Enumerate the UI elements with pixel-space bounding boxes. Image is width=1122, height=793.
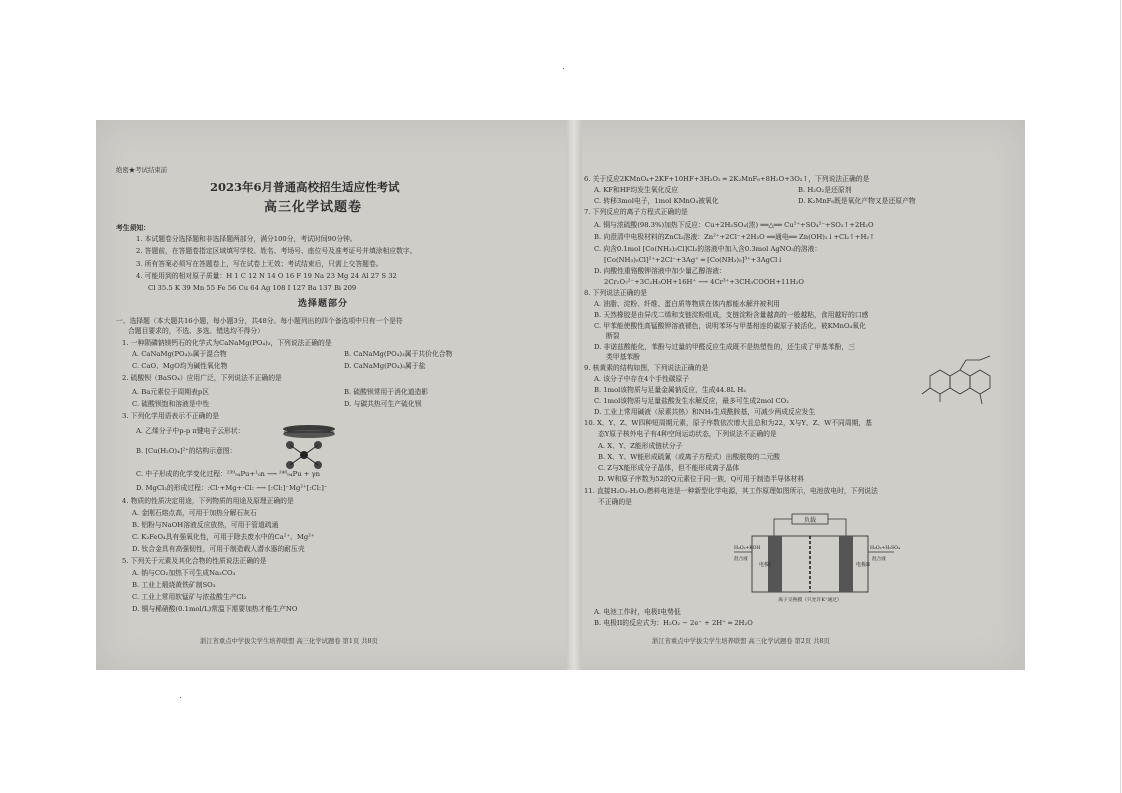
option: C. 甲苯能使酸性高锰酸钾溶液褪色，说明苯环与甲基相连的碳原子被活化，被KMnO₄氧化	[594, 322, 866, 330]
option: B. 铝粉与NaOH溶液反应放热，可用于管道疏通	[132, 521, 279, 529]
question-stem: 5. 下列关于元素及其化合物的性质说法正确的是	[122, 557, 267, 565]
question-stem-continued: 态Y原子核外电子有4种空间运动状态，下列说法不正确的是	[598, 430, 777, 438]
page-edge-line	[1120, 0, 1121, 793]
note-item: 3. 所有答案必须写在答题卷上，写在试卷上无效；考试结束后，只需上交答题卷。	[136, 260, 383, 268]
riboflavin-structure-figure	[920, 356, 1000, 416]
option: A. 该分子中存在4个手性碳原子	[594, 375, 690, 383]
exam-title: 2023年6月普通高校招生适应性考试	[210, 180, 400, 194]
option: B. X、Y、W能形成硫氰（或离子方程式）出酸脱羧的二元酸	[598, 453, 780, 461]
fuel-cell-diagram	[734, 508, 900, 604]
option: A. Ba元素位于周期表p区	[132, 388, 210, 396]
option: B. 向澄清中电极材料的ZnCl₂溶液：Zn²⁺+2Cl⁻+2H₂O ══通电══ Zn(OH)₂↓+Cl₂↑+H₂↑	[594, 233, 875, 241]
question-stem: 1. 一种陨磷钠镁钙石的化学式为CaNaMg(PO₄)₃，下列说法正确的是	[122, 339, 332, 347]
option: B. H₂O₂是还原剂	[798, 186, 852, 194]
option: B. [Cu(H₂O)₄]²⁺的结构示意图：	[136, 447, 237, 455]
right-page	[584, 120, 1012, 670]
option: C. 中子形成的化学变化过程：²³⁹₉₄Pu+¹₀n ⟶ ²⁴⁰₉₄Pu + γn	[136, 470, 321, 478]
question-stem-continued: 不正确的是	[598, 498, 632, 506]
option: A. 乙烯分子中p-p π键电子云形状：	[136, 427, 245, 435]
question-stem: 3. 下列化学用语表示不正确的是	[122, 412, 220, 420]
question-stem: 10. X、Y、Z、W四种短周期元素，原子序数依次增大且总和为22，X与Y、Z、W不同周期，基	[584, 419, 872, 427]
question-stem: 7. 下列反应的离子方程式正确的是	[584, 208, 688, 216]
option: A. CaNaMg(PO₄)₃属于混合物	[132, 350, 227, 358]
exam-sheet-photo	[96, 120, 1025, 670]
question-intro: 一、选择题（本大题共16小题，每小题3分，共48分。每小题列出的四个备选项中只有一个是符	[116, 317, 403, 325]
option: D. 工业上常用碱液（尿素共热）和NH₃生成酰胺基，可减少两成反应发生	[594, 408, 816, 416]
option: A. 钠与CO₂加热下可生成Na₂CO₃	[132, 569, 236, 577]
note-item: 1. 本试题卷分选择题和非选择题两部分，满分100分，考试时间90分钟。	[136, 235, 357, 243]
option: B. 天然橡胶是由异戊二烯和支链淀粉组成，支链淀粉含量越高的一般越粘，食用越好的口感	[594, 311, 869, 319]
option: D. K₂MnF₆既是氧化产物又是还原产物	[798, 197, 916, 205]
option: C. CaO、MgO均为碱性氧化物	[132, 362, 228, 370]
secret-label: 绝密★考试结束前	[116, 166, 168, 174]
note-item: 2. 答题前，在答题卷指定区域填写学校、姓名、考场号、座位号及准考证号并填涂相应数字。	[136, 247, 417, 255]
question-stem: 11. 直接H₂O₂-H₂O₂燃料电池是一种新型化学电源，其工作原理如图所示，电池放电时，下列说法	[584, 487, 878, 495]
copper-complex-figure	[282, 438, 326, 472]
option: D. 与碳共热可生产硫化钡	[344, 400, 422, 408]
option: A. 油脂、淀粉、纤维、蛋白质等物质在体内都能水解并被利用	[594, 300, 780, 308]
option: C. 向含0.1mol [Co(NH₃)₅Cl]Cl₂的溶液中加入含0.3mol AgNO₃的溶液：	[594, 245, 822, 253]
option: B. 硫酸钡常用于消化道造影	[344, 388, 429, 396]
question-stem: 8. 下列说法正确的是	[584, 289, 648, 297]
note-item: Cl 35.5 K 39 Mn 55 Fe 56 Cu 64 Ag 108 I 127 Ba 137 Bi 209	[148, 284, 357, 292]
dust-speck	[563, 68, 564, 69]
page-fold	[566, 120, 582, 670]
left-page	[114, 120, 554, 670]
question-stem: 9. 核黄素的结构如图，下列说法正确的是	[584, 364, 709, 372]
dust-speck	[180, 697, 181, 698]
option: B. 电极II的反应式为：H₂O₂ − 2e⁻ + 2H⁺ ═ 2H₂O	[594, 619, 753, 627]
option: B. 1mol该物质与足量金属钠反应，生成44.8L H₂	[594, 386, 746, 394]
option: C. K₂FeO₄具有强氧化性，可用于除去废水中的Ca²⁺、Mg²⁺	[132, 533, 315, 541]
option-continued: [Co(NH₃)₅Cl]²⁺+2Cl⁻+3Ag⁺ ═ [Co(NH₃)₅]³⁺+3AgCl↓	[604, 256, 784, 264]
left-inflow-label: H₂O₂+KOH	[734, 546, 761, 551]
option: D. 钛合金具有高强韧性，可用于制造载人潜水器的耐压壳	[132, 545, 305, 553]
membrane-label: 离子交换膜（只允许K⁺通过）	[778, 598, 842, 603]
option: D. CaNaMg(PO₄)₃属于盐	[344, 362, 426, 370]
right-outflow-label: 混合液	[872, 557, 886, 562]
notes-title: 考生须知：	[116, 224, 150, 232]
option: A. 铜与浓硫酸(98.3%)加热下反应：Cu+2H₂SO₄(浓) ══△══ Cu²⁺+SO₄²⁻+SO₂↑+2H₂O	[594, 221, 874, 229]
page-footer: 浙江省重点中学拔尖学生培养联盟 高三化学试题卷 第2页 共8页	[652, 638, 830, 645]
option: B. 工业上煅烧黄铁矿制SO₃	[132, 581, 216, 589]
option: D. 非诺兹酸能化，苯酚与过量的甲醛反应生成既不是热塑性的，还生成了甲基苯酚，三	[594, 343, 856, 351]
option: C. 1mol该物质与足量盐酸发生水解反应，最多可生成2mol CO₂	[594, 397, 789, 405]
option: A. 金刚石熔点高，可用于加热分解石灰石	[132, 509, 257, 517]
option: A. KF和HF均发生氧化反应	[594, 186, 679, 194]
question-intro: 合题目要求的，不选、多选、错选均不得分）	[128, 327, 264, 335]
option: C. 工业上常用软锰矿与浓盐酸生产Cl₂	[132, 593, 247, 601]
question-stem: 4. 物质的性质决定用途，下列物质的用途及原理正确的是	[122, 497, 294, 505]
paper-title: 高三化学试题卷	[264, 200, 363, 215]
page-footer: 浙江省重点中学拔尖学生培养联盟 高三化学试题卷 第1页 共8页	[200, 638, 378, 645]
option-continued: 断裂	[606, 332, 620, 340]
right-inflow-label: H₂O₂+H₂SO₄	[870, 546, 900, 551]
question-stem: 6. 关于反应2KMnO₄+2KF+10HF+3H₂O₂ ═ 2K₂MnF₆+8H₂O+3O₂↑，下列说法正确的是	[584, 175, 870, 183]
option: C. Z与X能形成分子晶体，但不能形成离子晶体	[598, 464, 740, 472]
note-item: 4. 可能用到的相对原子质量：H 1 C 12 N 14 O 16 F 19 Na 23 Mg 24 Al 27 S 32	[136, 272, 397, 280]
option: C. 转移3mol电子，1mol KMnO₄被氧化	[594, 197, 719, 205]
section-title: 选择题部分	[298, 299, 349, 309]
option: A. X、Y、Z能形成链状分子	[598, 442, 683, 450]
option: D. MgCl₂的形成过程：:Cl·+Mg+·Cl: ⟶ [:Cl:]⁻Mg²⁺[:Cl:]⁻	[136, 484, 328, 492]
electrode-2-label: 电极II	[856, 562, 870, 568]
option-continued: 类甲基苯酚	[606, 353, 640, 361]
option: A. 电池工作时，电极I电势低	[594, 608, 681, 616]
option: D. 铜与稀硝酸(0.1mol/L)常温下需要加热才能生产NO	[132, 605, 298, 613]
option: D. W和原子序数为52的Q元素位于同一族，Q可用于制造半导体材料	[598, 475, 805, 483]
option: C. 硫酸钡饱和溶液是中性	[132, 400, 210, 408]
option-continued: 2Cr₂O₇²⁻+3C₂H₅OH+16H⁺ ⟶ 4Cr³⁺+3CH₃COOH+11H₂O	[604, 278, 804, 286]
option: B. CaNaMg(PO₄)₃属于共价化合物	[344, 350, 453, 358]
question-stem: 2. 硫酸钡（BaSO₄）应用广泛，下列说法不正确的是	[122, 374, 282, 382]
load-label: 负载	[803, 517, 817, 524]
electrode-1-label: 电极I	[759, 562, 771, 568]
left-outflow-label: 混合液	[734, 557, 748, 562]
option: D. 向酸性重铬酸钾溶液中加少量乙醇溶液：	[594, 267, 726, 275]
